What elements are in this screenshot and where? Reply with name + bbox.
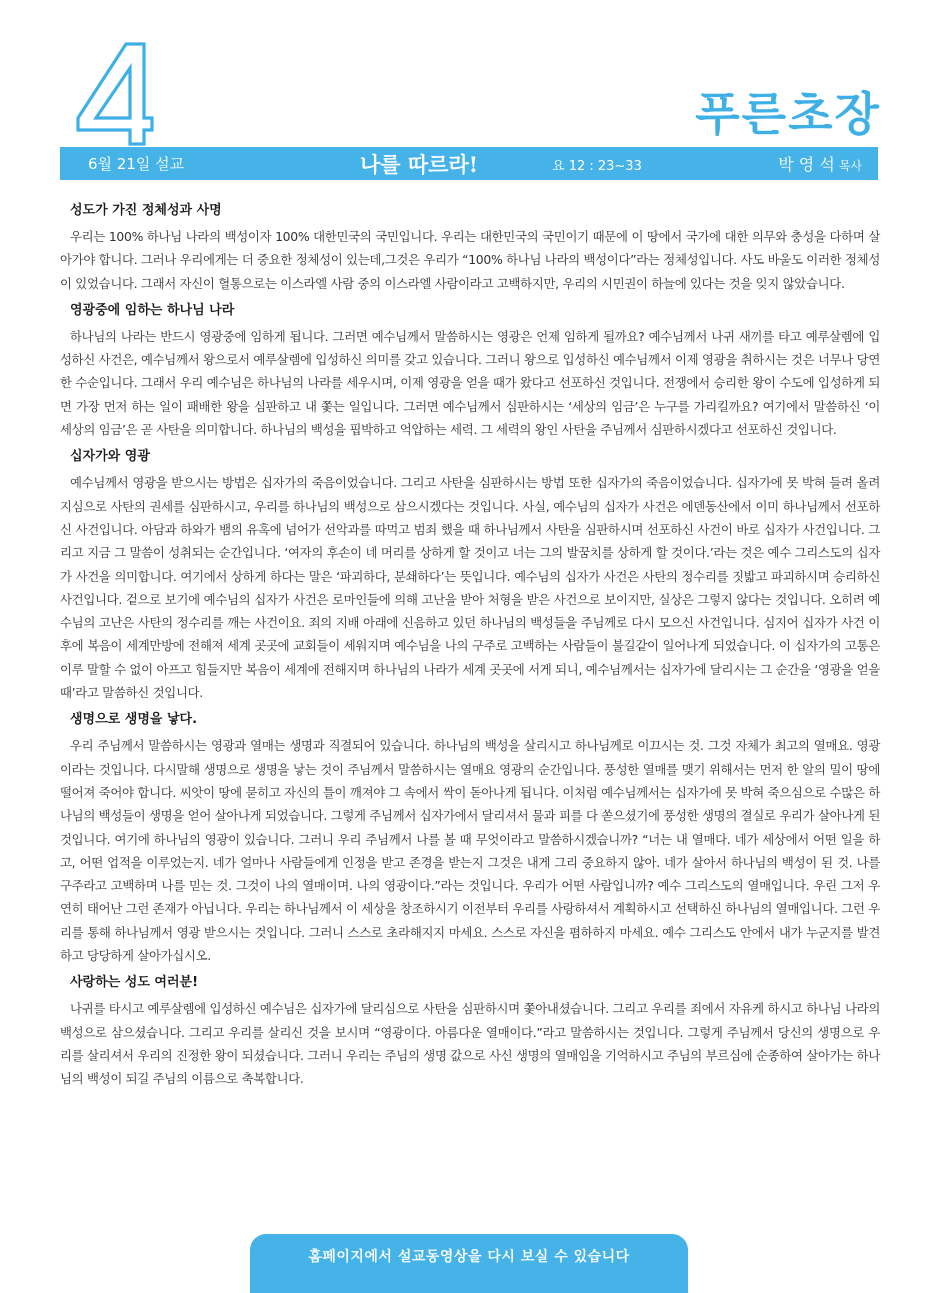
section-cross-glory (60, 446, 880, 704)
section-identity (60, 200, 880, 295)
scripture-reference: 요 12 : 23~33 (552, 159, 642, 174)
section-body: 우리는 100% 하나님 나라의 백성이자 100% 대한민국의 국민입니다. 우리는 대한민국의 국민이기 때문에 이 땅에서 국가에 대한 의무와 충성을 다하며 살아가야 합니다. 그러나 우리에게는 더 중요한 정체성이 있는데,그것은 우리가 “100% 하나님 나라의 백성이다”라는 정체성입니다. 사도 바울도 이러한 정체성이 있었습니다. 그래서 자신이 혈통으로는 이스라엘 사람 중의 이스라엘 사람이라고 고백하지만, 우리의 시민권이 하늘에 있다는 것을 잊지 않았습니다. (60, 229, 880, 291)
preacher-name: 박 영 석 (778, 155, 835, 174)
section-body: 우리 주님께서 말씀하시는 영광과 열매는 생명과 직결되어 있습니다. 하나님의 백성을 살리시고 하나님께로 이끄시는 것. 그것 자체가 최고의 열매요. 영광이라는 것입니다. 다시말해 생명으로 생명을 낳는 것이 주님께서 말씀하시는 열매요 영광의 순간입니다. 풍성한 열매를 맺기 위해서는 먼저 한 알의 밀이 땅에 떨어져 죽어야 합니다. 씨앗이 땅에 묻히고 자신의 틀이 깨져야 그 속에서 싹이 돋아나게 됩니다. 이처럼 예수님께서는 십자가에 못 박혀 죽으심으로 수많은 하나님의 백성들이 생명을 얻어 살아나게 되었습니다. 그렇게 주님께서 십자가에서 달리셔서 물과 피를 다 쏟으셨기에 풍성한 생명의 결실로 우리가 살아나게 된 것입니다. 여기에 하나님의 영광이 있습니다. 그러니 우리 주님께서 나를 볼 때 무엇이라고 말씀하시겠습니까? “너는 내 열매다. 네가 세상에서 어떤 일을 하고, 어떤 업적을 이루었는지. 네가 얼마나 사람들에게 인정을 받고 존경을 받는지 그것은 내게 그리 중요하지 않아. 네가 살아서 하나님의 백성이 된 것. 나를 구주라고 고백하며 나를 믿는 것. 그것이 나의 열매이며. 나의 영광이다.”라는 것입니다. 우리가 어떤 사람입니까? 예수 그리스도의 열매입니다. 우린 그저 우연히 태어난 그런 존재가 아닙니다. 우리는 하나님께서 이 세상을 창조하시기 이전부터 우리를 사랑하셔서 계획하시고 선택하신 하나님의 열매입니다. 그런 우리를 통해 하나님께서 영광 받으시는 것입니다. 그러니 스스로 초라해지지 마세요. 스스로 자신을 폄하하지 마세요. 예수 그리스도 안에서 내가 누군지를 발견하고 당당하게 살아가십시오. (60, 738, 880, 964)
section-body: 나귀를 타시고 예루살렘에 입성하신 예수님은 십자가에 달리심으로 사탄을 심판하시며 쫓아내셨습니다. 그리고 우리를 죄에서 자유케 하시고 하나님 나라의 백성으로 삼으셨습니다. 그리고 우리를 살리신 것을 보시며 “영광이다. 아름다운 열매이다.”라고 말씀하시는 것입니다. 그렇게 주님께서 당신의 생명으로 우리를 살리셔서 우리의 진정한 왕이 되셨습니다. 그러니 우리는 주님의 생명 값으로 사신 생명의 열매임을 기억하시고 주님의 부르심에 순종하여 살아가는 하나님의 백성이 되길 주님의 이름으로 축복합니다. (60, 1001, 880, 1087)
section-body: 예수님께서 영광을 받으시는 방법은 십자가의 죽음이었습니다. 그리고 사탄을 심판하시는 방법 또한 십자가의 죽음이었습니다. 십자가에 못 박혀 들려 올려 지심으로 사탄의 권세를 심판하시고, 우리를 하나님의 백성으로 삼으시겠다는 것입니다. 사실, 예수님의 십자가 사건은 에덴동산에서 이미 하나님께서 선포하신 사건입니다. 아담과 하와가 뱀의 유혹에 넘어가 선악과를 따먹고 범죄 했을 때 하나님께서 사탄을 심판하시며 선포하신 사건이 바로 십자가 사건입니다. 그리고 지금 그 말씀이 성취되는 순간입니다. ‘여자의 후손이 네 머리를 상하게 할 것이고 너는 그의 발꿈치를 상하게 할 것이다.’라는 것은 예수 그리스도의 십자가 사건을 의미합니다. 여기에서 상하게 하다는 말은 ‘파괴하다, 분쇄하다’는 뜻입니다. 예수님의 십자가 사건은 사탄의 정수리를 짓밟고 파괴하시며 승리하신 사건입니다. 겉으로 보기에 예수님의 십자가 사건은 로마인들에 의해 고난을 받아 처형을 받은 사건으로 보이지만, 실상은 그렇지 않다는 것입니다. 오히려 예수님의 고난은 사탄의 정수리를 깨는 사건이요. 죄의 지배 아래에 신음하고 있던 하나님의 백성들을 주님께로 다시 모으신 사건입니다. 심지어 십자가 사건 이후에 복음이 세계만방에 전해져 세계 곳곳에 교회들이 세워지며 예수님을 나의 구주로 고백하는 사람들이 불길같이 일어나게 되었습니다. 이 십자가의 고통은 이루 말할 수 없이 아프고 힘들지만 복음이 세계에 전해지며 하나님의 나라가 세계 곳곳에 서게 되니, 예수님께서는 십자가에 달리시는 그 순간을 ‘영광을 얻을 때’라고 말씀하신 것입니다. (60, 475, 880, 701)
preacher (778, 152, 862, 175)
section-body: 하나님의 나라는 반드시 영광중에 임하게 됩니다. 그러면 예수님께서 말씀하시는 영광은 언제 임하게 될까요? 예수님께서 나귀 새끼를 타고 예루살렘에 입성하신 사건은, 예수님께서 왕으로서 예루살렘에 입성하신 의미를 갖고 있습니다. 그러니 왕으로 입성하신 예수님께서 이제 영광을 취하시는 것은 너무나 당연한 수순입니다. 그래서 우리 예수님은 하나님의 나라를 세우시며, 이제 영광을 얻을 때가 왔다고 선포하신 것입니다. 전쟁에서 승리한 왕이 수도에 입성하게 되면 가장 먼저 하는 일이 패배한 왕을 심판하고 내 쫓는 일입니다. 그러면 예수님께서 심판하시는 ‘세상의 임금’은 누구를 가리킬까요? 여기에서 말씀하신 ‘이 세상의 임금’은 곧 사탄을 의미합니다. 하나님의 백성을 핍박하고 억압하는 세력. 그 세력의 왕인 사탄을 주님께서 심판하시겠다고 선포하신 것입니다. (60, 328, 880, 438)
section-heading: 성도가 가진 정체성과 사명 (70, 203, 222, 218)
preacher-role: 목사 (838, 159, 862, 173)
sermon-title: 나를 따르라! (360, 152, 478, 177)
sermon-date: 6월 21일 설교 (88, 155, 185, 173)
section-life-begets-life (60, 709, 880, 967)
section-heading: 생명으로 생명을 낳다. (70, 712, 198, 728)
section-heading: 사랑하는 성도 여러분! (70, 975, 199, 991)
video-notice-banner (250, 1234, 688, 1293)
section-heading: 십자가와 영광 (70, 449, 150, 465)
brand-title: 푸른초장 (695, 87, 881, 141)
video-notice-text: 홈페이지에서 설교동영상을 다시 보실 수 있습니다 (308, 1249, 630, 1265)
sermon-info-bar (60, 147, 878, 180)
sermon-content (60, 200, 880, 1096)
issue-number-outline (74, 40, 154, 146)
section-closing (60, 972, 880, 1090)
section-kingdom-glory (60, 300, 880, 441)
section-heading: 영광중에 임하는 하나님 나라 (70, 302, 235, 318)
